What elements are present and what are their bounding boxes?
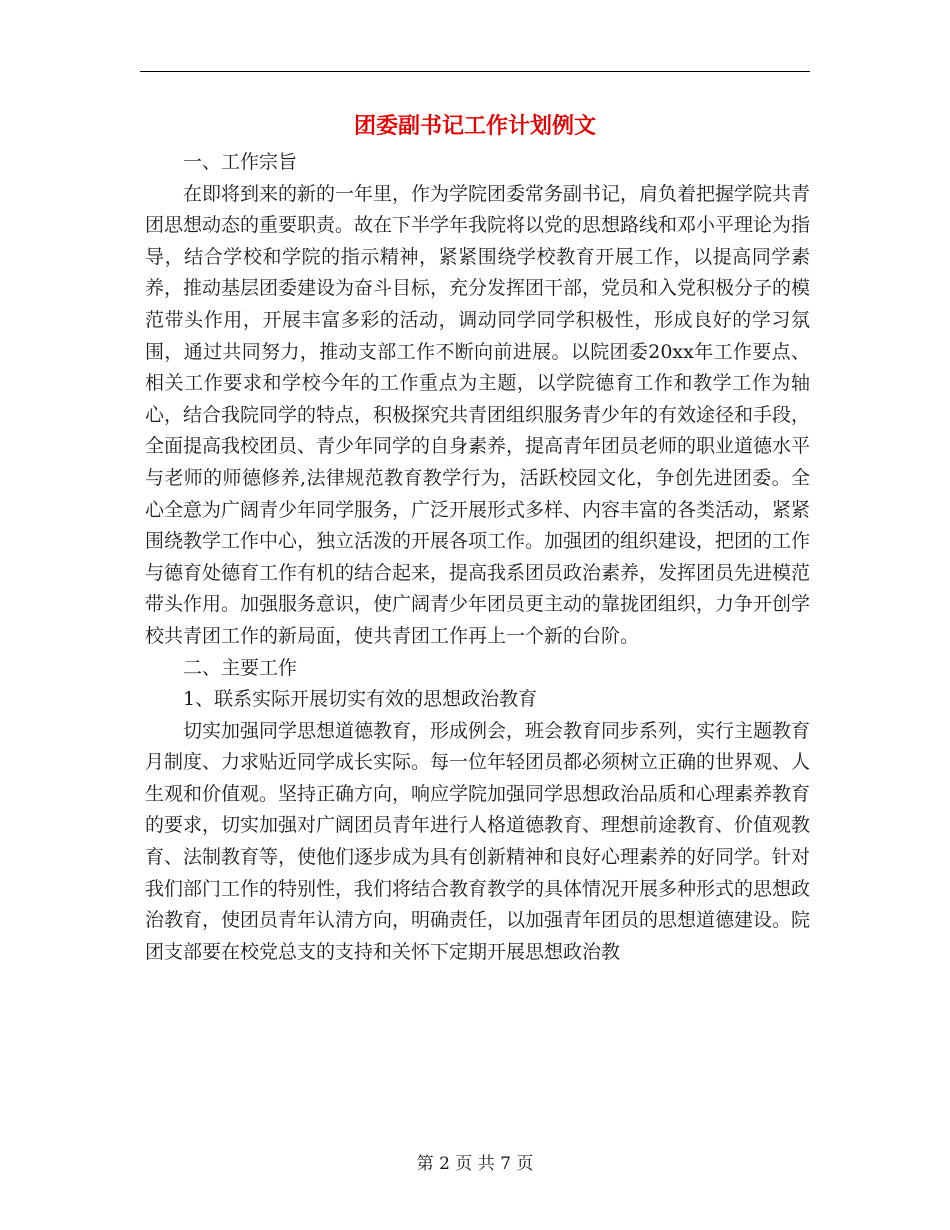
document-title: 团委副书记工作计划例文 xyxy=(353,113,596,139)
page-number-footer: 第 2 页 共 7 页 xyxy=(416,1154,534,1174)
paragraph-political-education: 切实加强同学思想道德教育，形成例会，班会教育同步系列，实行主题教育月制度、力求贴近同学成长实际。每一位年轻团员都必须树立正确的世界观、人生观和价值观。坚持正确方向，响应学院加强同学思想政治品质和心理素养教育的要求，切实加强对广阔团员青年进行人格道德教育、理想前途教育、价值观教育、法制教育等，使他们逐步成为具有创新精神和良好心理素养的好同学。针对我们部门工作的特别性，我们将结合教育教学的具体情况开展多种形式的思想政治教育，使团员青年认清方向，明确责任，以加强青年团员的思想道德建设。院团支部要在校党总支的支持和关怀下定期开展思想政治教 xyxy=(145,719,811,963)
header-rule xyxy=(140,71,810,72)
subheading-political-education: 1、联系实际开展切实有效的思想政治教育 xyxy=(183,688,538,711)
paragraph-purpose: 在即将到来的新的一年里，作为学院团委常务副书记，肩负着把握学院共青团思想动态的重要职责。故在下半学年我院将以党的思想路线和邓小平理论为指导，结合学校和学院的指示精神，紧紧围绕学校教育开展工作，以提高同学素养，推动基层团委建设为奋斗目标，充分发挥团干部，党员和入党积极分子的模范带头作用，开展丰富多彩的活动，调动同学同学积极性，形成良好的学习氛围，通过共同努力，推动支部工作不断向前进展。以院团委20xx年工作要点、相关工作要求和学校今年的工作重点为主题，以学院德育工作和教学工作为轴心，结合我院同学的特点，积极探究共青团组织服务青少年的有效途径和手段，全面提高我校团员、青少年同学的自身素养，提高青年团员老师的职业道德水平与老师的师德修养,法律规范教育教学行为，活跃校园文化，争创先进团委。全心全意为广阔青少年同学服务，广泛开展形式多样、内容丰富的各类活动，紧紧围绕教学工作中心，独立活泼的开展各项工作。加强团的组织建设，把团的工作与德育处德育工作有机的结合起来，提高我系团员政治素养，发挥团员先进模范带头作用。加强服务意识，使广阔青少年团员更主动的靠拢团组织，力争开创学校共青团工作的新局面，使共青团工作再上一个新的台阶。 xyxy=(145,182,811,647)
document-body xyxy=(145,147,810,968)
section-heading-purpose: 一、工作宗旨 xyxy=(183,151,298,173)
section-heading-main-work: 二、主要工作 xyxy=(183,656,298,679)
